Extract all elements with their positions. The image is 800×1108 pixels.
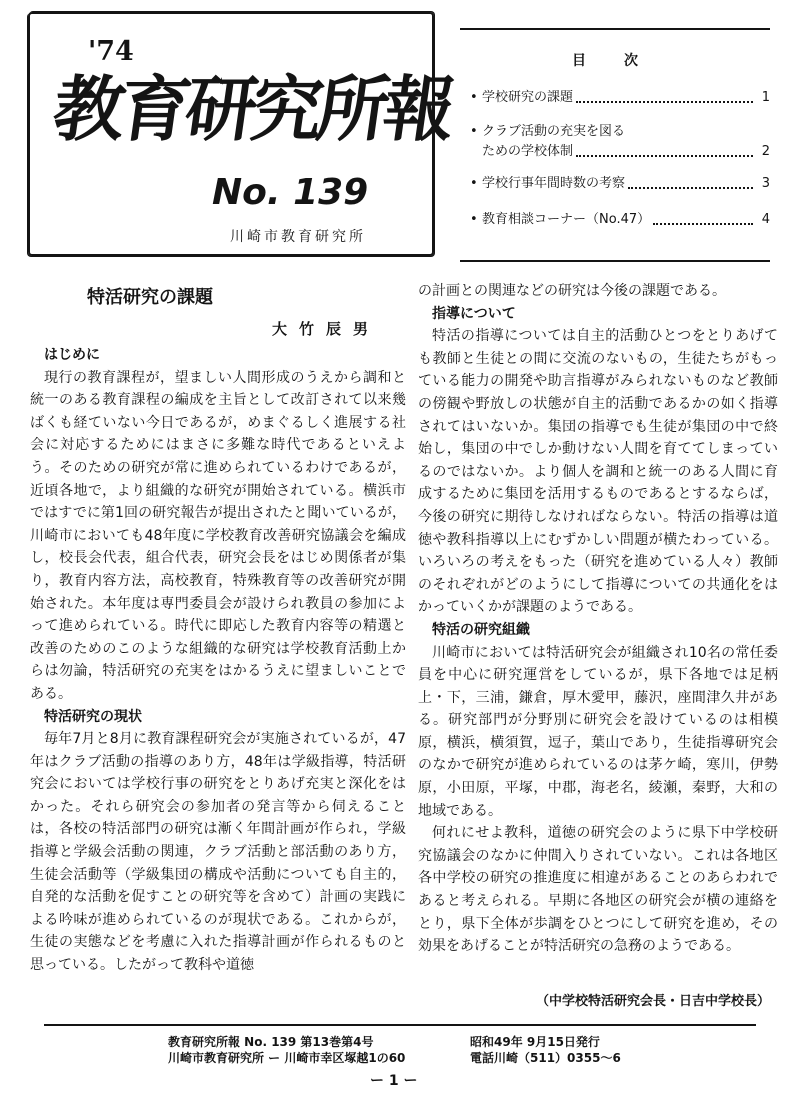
dot-leader — [576, 101, 753, 103]
toc-bottom-rule — [460, 260, 770, 262]
toc-item-title: 教育相談コーナー（No.47） — [482, 212, 651, 227]
paragraph-intro: 現行の教育課程が，望ましい人間形成のうえから調和と統一のある教育課程の編成を主旨として改訂されて以来幾ばくも経ていない今日であるが，めまぐるしく進展する社会に対応するためにはまさに多難な時代であるといえよう。そのための研究が常に進められているわけであるが，近頃各地で，より組織的な研究が開始されている。横浜市ではすでに第1回の研究報告が提出されたと聞いているが，川崎市においても48年度に学校教育改善研究協議会を編成し，校長会代表，組合代表，研究会長をはじめ関係者が集り，教育内容方法，高校教育，特殊教育等の改善研究が開始された。本年度は専門委員会が設けられ教員の参加によって進められている。時代に即応した教育内容等の精選と改善のためのこのような組織的な研究は学校教育活動上からは勿論，特活研究の充実をはかるうえに望ましいことである。 — [30, 369, 406, 702]
dot-leader — [653, 223, 753, 225]
toc-heading: 目次 — [572, 53, 676, 69]
bullet-icon: • — [470, 176, 478, 191]
section-heading-status: 特活研究の現状 — [44, 708, 142, 725]
toc-item-4[interactable] — [470, 210, 770, 230]
article-column-right — [418, 280, 778, 958]
toc-item-page: 3 — [761, 176, 770, 191]
paragraph-guidance: 特活の指導については自主的活動ひとつをとりあげても教師と生徒との間に交流のないもの，生徒たちがもっている能力の開発や助言指導がみられないものなど教師の傍観や野放しの状態が自主的活動であるかの如く指導されてはいないか。集団の指導でも生徒が集団の中で終始し，集団の中でしか動けない人間を育ててしまっているのではないか。より個人を調和と統一のある人間に育成するために集団を活用するものであるとするならば，今後の研究に期待しなければならない。特活の指導は道徳や教科指導以上にむずかしい問題が横たわっている。いろいろの考えをもった（研究を進めている人々）教師のそれぞれがどのようにして指導についての共通化をはかっていくかが課題のようである。 — [418, 328, 778, 616]
publisher-name: 川崎市教育研究所 — [230, 229, 366, 245]
bullet-icon: • — [470, 212, 478, 227]
paragraph-status-continued: の計画との関連などの研究は今後の課題である。 — [418, 283, 726, 299]
toc-item-page: 4 — [761, 212, 770, 227]
paragraph-status: 毎年7月と8月に教育課程研究会が実施されているが，47年はクラブ活動の指導のあり方，48年は学級指導，特活研究会においては学校行事の研究をとりあげ充実と深化をはかった。それら研究会の参加者の発言等から伺えることは，各校の特活部門の研究は漸く年間計画が作られ，学級指導と学級会活動の関連，クラブ活動と部活動のあり方，生徒会活動等（学級集団の構成や活動についても自主的，自発的な活動を促すことの研究等を含めて）計画の実践による吟味が進められているのが現状である。これからが，生徒の実態などを考慮に入れた指導計画が作られるものと思っている。したがって教科や道徳 — [30, 731, 406, 974]
toc-item-title-line1: クラブ活動の充実を図る — [482, 124, 626, 139]
colophon-date: 昭和49年 9月15日発行 — [470, 1035, 600, 1049]
toc-item-1[interactable] — [470, 88, 770, 108]
section-heading-organization: 特活の研究組織 — [432, 621, 530, 638]
author-affiliation: （中学校特活研究会長・日吉中学校長） — [535, 994, 770, 1009]
article-title: 特活研究の課題 — [87, 287, 213, 308]
dot-leader — [576, 155, 753, 157]
toc-item-title: 学校行事年間時数の考察 — [482, 176, 626, 191]
article-author: 大竹辰男 — [272, 320, 381, 338]
colophon-rule — [44, 1024, 756, 1026]
masthead-year: '74 — [88, 36, 134, 67]
paragraph-organization: 川崎市においては特活研究会が組織され10名の常任委員を中心に研究運営をしているが，県下各地では足柄上・下，三浦，鎌倉，厚木愛甲，藤沢，座間津久井がある。研究部門が分野別に研究会を設けているのは相模原，横浜，横須賀，逗子，葉山であり，生徒指導研究会のなかで研究が進められているのは茅ケ崎，寒川，伊勢原，小田原，平塚，中郡，海老名，綾瀬，秦野，大和の地域である。 — [418, 644, 778, 819]
toc-item-page: 1 — [761, 90, 770, 105]
masthead-title: 教育研究所報 — [48, 67, 456, 151]
toc-item-3[interactable] — [470, 174, 770, 194]
toc-top-rule — [460, 28, 770, 30]
issue-number: No. 139 — [212, 172, 369, 213]
toc-item-title-line2: ための学校体制 — [482, 144, 574, 159]
bullet-icon: • — [470, 124, 478, 139]
dot-leader — [628, 187, 753, 189]
colophon-phone: 電話川崎（511）0355～6 — [470, 1051, 621, 1065]
toc-item-2[interactable] — [470, 122, 770, 162]
section-heading-guidance: 指導について — [432, 305, 516, 322]
bullet-icon: • — [470, 90, 478, 105]
toc-item-page: 2 — [761, 144, 770, 159]
article-column-left — [30, 344, 406, 977]
page-number: ー 1 ー — [370, 1073, 418, 1089]
toc-item-title: 学校研究の課題 — [482, 90, 574, 105]
section-heading-intro: はじめに — [44, 347, 100, 363]
colophon-address: 川崎市教育研究所 ー 川崎市幸区塚越1の60 — [168, 1051, 406, 1065]
paragraph-closing: 何れにせよ教科，道徳の研究会のように県下中学校研究協議会のなかに仲間入りされていない。これは各地区各中学校の研究の推進度に相違があることのあらわれであると考えられる。早期に各地区の研究会が横の連絡をとり，県下全体が歩調をひとつにして研究を進め，その効果をあげることが特活研究の急務のようである。 — [418, 825, 778, 955]
colophon-issue: 教育研究所報 No. 139 第13巻第4号 — [168, 1035, 374, 1049]
